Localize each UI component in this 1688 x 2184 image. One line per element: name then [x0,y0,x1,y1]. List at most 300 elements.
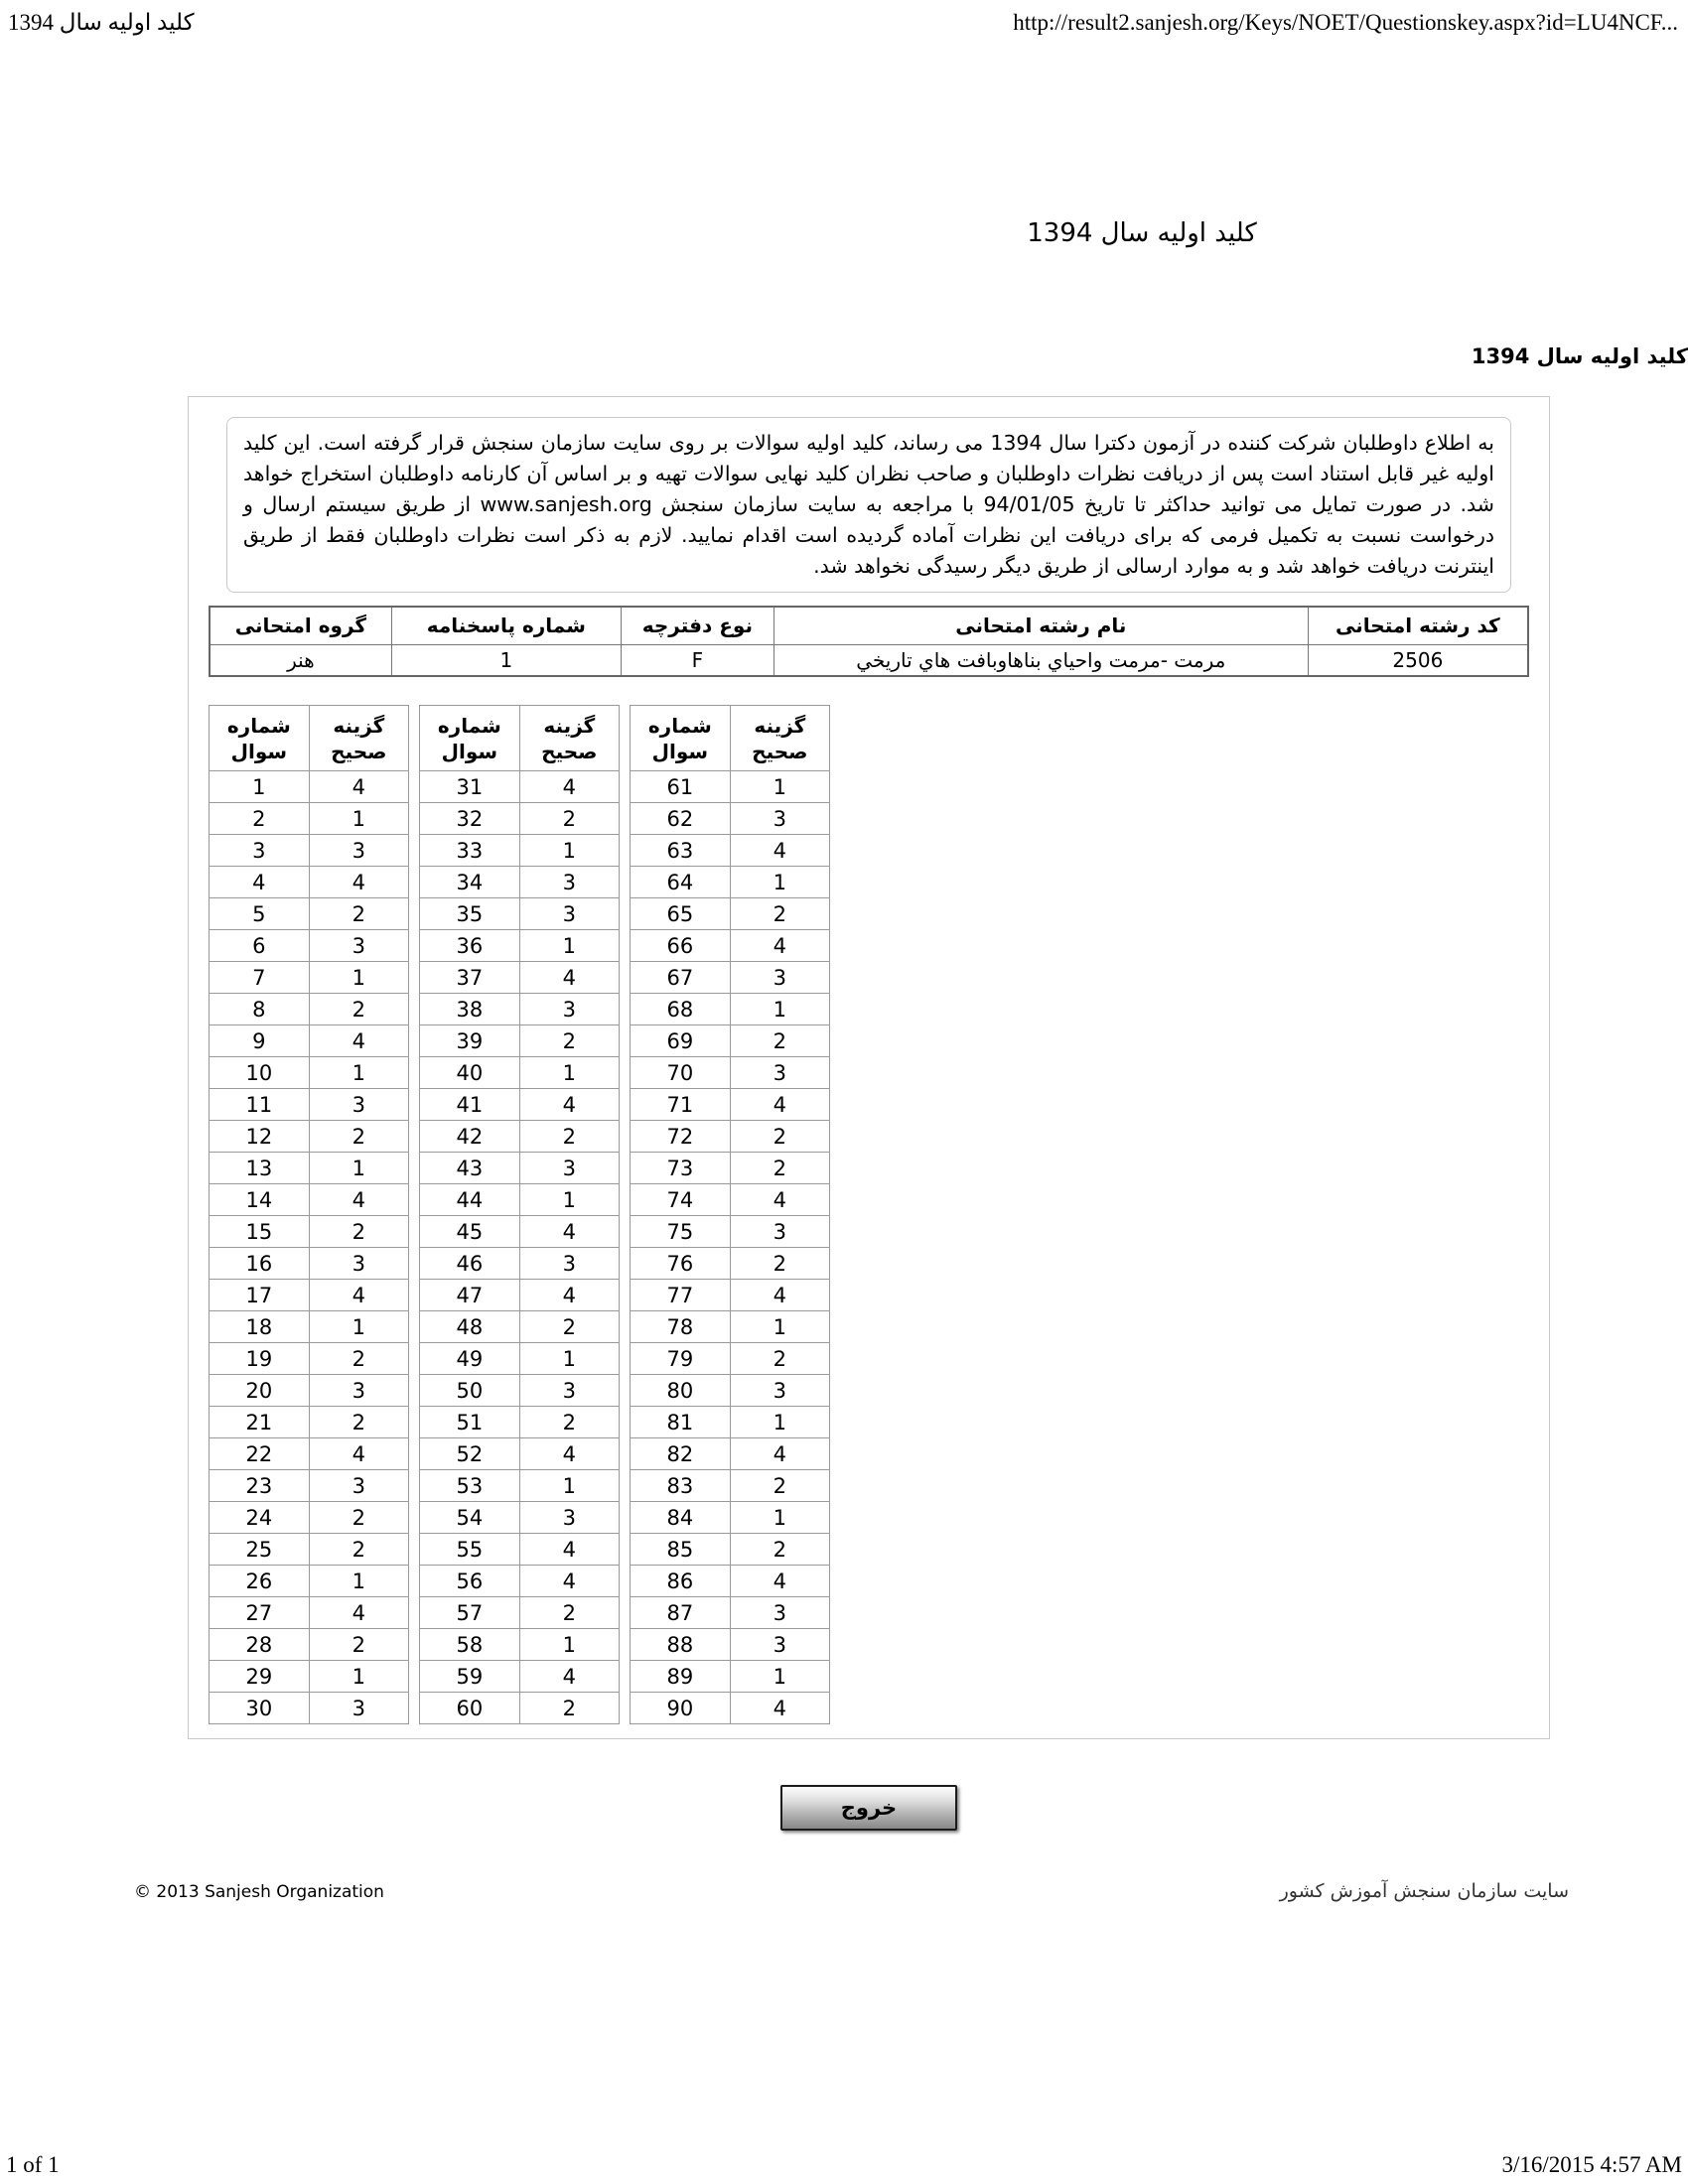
answer-row [631,1025,830,1057]
answer-row [631,1375,830,1407]
question-number: 62 [631,803,731,835]
correct-option: 3 [309,1375,408,1407]
question-number: 60 [420,1693,520,1724]
header-correct-option: گزینه صحیح [730,706,829,771]
correct-option: 3 [309,835,408,867]
header-question-number: شماره سوال [210,706,310,771]
correct-option: 2 [519,1121,619,1153]
answer-table [209,705,409,1724]
header-field-name: نام رشته امتحانی [774,607,1308,644]
page-subtitle: کلید اولیه سال 1394 [1471,344,1688,368]
question-number: 18 [210,1311,310,1343]
question-number: 52 [420,1438,520,1470]
correct-option: 2 [519,1025,619,1057]
content-box [188,396,1550,1739]
question-number: 22 [210,1438,310,1470]
question-number: 27 [210,1597,310,1629]
question-number: 31 [420,771,520,803]
question-number: 84 [631,1502,731,1534]
correct-option: 3 [519,867,619,898]
answer-row [210,1693,409,1724]
question-number: 86 [631,1566,731,1597]
answer-row [210,1597,409,1629]
question-number: 29 [210,1661,310,1693]
correct-option: 3 [519,1153,619,1184]
answer-row [420,1661,620,1693]
correct-option: 4 [730,1693,829,1724]
correct-option: 4 [730,1566,829,1597]
answer-row [420,1375,620,1407]
answer-row [631,930,830,962]
question-number: 48 [420,1311,520,1343]
answer-row [210,994,409,1025]
answer-row [210,1407,409,1438]
exit-button[interactable]: خروج [780,1785,957,1831]
correct-option: 4 [519,1566,619,1597]
correct-option: 3 [519,898,619,930]
question-number: 80 [631,1375,731,1407]
correct-option: 2 [730,1248,829,1280]
notice-text: به اطلاع داوطلبان شرکت کننده در آزمون دکترا سال 1394 می رساند، کلید اولیه سوالات بر روی سایت سازمان سنجش قرار گرفته است. این کلید اولیه غیر قابل استناد است پس از دریافت نظرات داوطلبان و صاحب نظران کلید نهایی سوالات تهیه و بر اساس آن کارنامه داوطلبان استخراج خواهد شد. در صورت تمایل می توانید حداکثر تا تاریخ 94/01/05 با مراجعه به سایت سازمان سنجش www.sanjesh.org از طریق سیستم ارسال و درخواست نسبت به تکمیل فرمی که برای دریافت این نظرات آماده گردیده است اقدام نمایید. لازم به ذکر است نظرات داوطلبان فقط از طریق اینترنت دریافت خواهد شد و به موارد ارسالی از طریق دیگر رسیدگی نخواهد شد. [243,431,1495,578]
answer-row [420,1057,620,1089]
correct-option: 2 [309,1534,408,1566]
correct-option: 2 [519,1407,619,1438]
button-row [188,1785,1550,1831]
question-number: 61 [631,771,731,803]
answer-row [420,1470,620,1502]
answer-row [210,1534,409,1566]
answer-row [420,1280,620,1311]
question-number: 63 [631,835,731,867]
exam-info-header-row [210,607,1528,644]
answer-row [631,771,830,803]
question-number: 7 [210,962,310,994]
answer-row [420,930,620,962]
correct-option: 4 [309,1597,408,1629]
question-number: 82 [631,1438,731,1470]
question-number: 2 [210,803,310,835]
question-number: 73 [631,1153,731,1184]
correct-option: 1 [730,1311,829,1343]
answer-row [631,1248,830,1280]
question-number: 44 [420,1184,520,1216]
print-header-url: http://result2.sanjesh.org/Keys/NOET/Questionskey.aspx?id=LU4NCF... [1013,10,1678,35]
question-number: 76 [631,1248,731,1280]
answer-row [210,1629,409,1661]
question-number: 30 [210,1693,310,1724]
answer-row [631,1407,830,1438]
answer-row [631,1566,830,1597]
question-number: 28 [210,1629,310,1661]
correct-option: 4 [730,1438,829,1470]
correct-option: 1 [519,1057,619,1089]
answer-row [420,994,620,1025]
correct-option: 1 [730,771,829,803]
question-number: 35 [420,898,520,930]
question-number: 88 [631,1629,731,1661]
answer-row [420,1502,620,1534]
question-number: 46 [420,1248,520,1280]
answer-row [631,1693,830,1724]
answer-row [631,962,830,994]
value-exam-code: 2506 [1308,644,1528,676]
correct-option: 3 [309,1693,408,1724]
question-number: 10 [210,1057,310,1089]
question-number: 51 [420,1407,520,1438]
header-question-number: شماره سوال [420,706,520,771]
correct-option: 1 [309,803,408,835]
correct-option: 1 [519,835,619,867]
answer-row [210,1343,409,1375]
answer-row [631,835,830,867]
answer-row [631,1343,830,1375]
question-number: 26 [210,1566,310,1597]
question-number: 15 [210,1216,310,1248]
correct-option: 3 [519,994,619,1025]
print-footer [6,2152,1682,2178]
answer-row [420,867,620,898]
correct-option: 4 [519,1661,619,1693]
correct-option: 2 [730,1153,829,1184]
answer-row [210,771,409,803]
answer-row [420,1025,620,1057]
answer-row [420,1343,620,1375]
question-number: 45 [420,1216,520,1248]
answer-row [210,1216,409,1248]
value-answersheet-number: 1 [391,644,621,676]
question-number: 41 [420,1089,520,1121]
correct-option: 1 [309,1311,408,1343]
answer-row [210,1661,409,1693]
question-number: 54 [420,1502,520,1534]
answer-row [631,1597,830,1629]
header-correct-option: گزینه صحیح [309,706,408,771]
correct-option: 3 [730,1057,829,1089]
question-number: 39 [420,1025,520,1057]
answer-row [420,1121,620,1153]
answer-row [210,1089,409,1121]
question-number: 55 [420,1534,520,1566]
answer-row [420,1597,620,1629]
answer-header-row [210,706,409,771]
correct-option: 3 [730,1629,829,1661]
correct-option: 1 [519,1343,619,1375]
answer-header-row [631,706,830,771]
header-booklet-type: نوع دفترچه [621,607,774,644]
page-title: کلید اولیه سال 1394 [1027,218,1257,248]
question-number: 71 [631,1089,731,1121]
question-number: 25 [210,1534,310,1566]
question-number: 68 [631,994,731,1025]
answer-tables [209,705,1529,1724]
correct-option: 3 [309,930,408,962]
answer-row [631,1280,830,1311]
question-number: 23 [210,1470,310,1502]
correct-option: 4 [309,867,408,898]
question-number: 43 [420,1153,520,1184]
answer-row [631,1438,830,1470]
correct-option: 4 [519,962,619,994]
copyright-text: © 2013 Sanjesh Organization [134,1882,384,1902]
question-number: 81 [631,1407,731,1438]
question-number: 66 [631,930,731,962]
answer-row [210,1438,409,1470]
answer-row [210,835,409,867]
correct-option: 1 [519,1470,619,1502]
correct-option: 1 [309,1661,408,1693]
correct-option: 2 [309,994,408,1025]
question-number: 78 [631,1311,731,1343]
answer-row [631,1534,830,1566]
question-number: 74 [631,1184,731,1216]
question-number: 8 [210,994,310,1025]
answer-row [420,1184,620,1216]
answer-row [631,1184,830,1216]
print-footer-datetime: 3/16/2015 4:57 AM [1501,2152,1682,2177]
correct-option: 4 [519,1438,619,1470]
answer-row [420,898,620,930]
question-number: 12 [210,1121,310,1153]
correct-option: 2 [730,1121,829,1153]
correct-option: 4 [730,930,829,962]
correct-option: 4 [519,1534,619,1566]
question-number: 85 [631,1534,731,1566]
print-header-title: کلید اولیه سال 1394 [8,10,195,35]
correct-option: 1 [730,994,829,1025]
answer-row [631,1216,830,1248]
question-number: 33 [420,835,520,867]
answer-row [210,1280,409,1311]
correct-option: 1 [519,1184,619,1216]
correct-option: 4 [730,835,829,867]
correct-option: 3 [730,1375,829,1407]
correct-option: 1 [309,1566,408,1597]
question-number: 49 [420,1343,520,1375]
correct-option: 2 [309,1121,408,1153]
question-number: 21 [210,1407,310,1438]
answer-row [210,803,409,835]
question-number: 58 [420,1629,520,1661]
question-number: 90 [631,1693,731,1724]
correct-option: 2 [730,1025,829,1057]
answer-row [210,1470,409,1502]
value-booklet-type: F [621,644,774,676]
answer-row [210,1248,409,1280]
site-footer [0,1880,1688,1902]
question-number: 53 [420,1470,520,1502]
answer-row [210,1566,409,1597]
correct-option: 4 [309,1438,408,1470]
question-number: 79 [631,1343,731,1375]
question-number: 57 [420,1597,520,1629]
answer-row [420,1629,620,1661]
answer-row [631,1153,830,1184]
correct-option: 2 [730,898,829,930]
correct-option: 3 [519,1375,619,1407]
correct-option: 3 [309,1089,408,1121]
question-number: 47 [420,1280,520,1311]
correct-option: 1 [309,1153,408,1184]
correct-option: 4 [309,1025,408,1057]
answer-row [631,1311,830,1343]
header-question-number: شماره سوال [631,706,731,771]
answer-row [420,1153,620,1184]
notice-box [226,417,1511,593]
question-number: 65 [631,898,731,930]
question-number: 4 [210,867,310,898]
correct-option: 2 [309,1629,408,1661]
correct-option: 4 [309,771,408,803]
question-number: 3 [210,835,310,867]
answer-row [631,1629,830,1661]
answer-row [210,1184,409,1216]
question-number: 9 [210,1025,310,1057]
question-number: 24 [210,1502,310,1534]
answer-row [210,1153,409,1184]
question-number: 13 [210,1153,310,1184]
answer-row [420,962,620,994]
print-header [0,0,1688,38]
correct-option: 3 [730,1597,829,1629]
header-answersheet-number: شماره پاسخنامه [391,607,621,644]
header-exam-group: گروه امتحانی [210,607,391,644]
answer-row [631,1057,830,1089]
value-field-name: مرمت -مرمت واحياي بناهاوبافت هاي تاريخي [774,644,1308,676]
question-number: 69 [631,1025,731,1057]
answer-row [420,835,620,867]
correct-option: 4 [519,1216,619,1248]
correct-option: 3 [730,803,829,835]
correct-option: 2 [519,1311,619,1343]
correct-option: 2 [730,1343,829,1375]
question-number: 56 [420,1566,520,1597]
correct-option: 2 [309,1502,408,1534]
answer-row [420,771,620,803]
question-number: 36 [420,930,520,962]
question-number: 32 [420,803,520,835]
answer-row [631,1121,830,1153]
correct-option: 3 [519,1502,619,1534]
answer-row [631,867,830,898]
header-exam-code: کد رشته امتحانی [1308,607,1528,644]
answer-table [419,705,620,1724]
answer-row [210,962,409,994]
answer-row [420,1566,620,1597]
correct-option: 4 [519,1089,619,1121]
question-number: 42 [420,1121,520,1153]
answer-table [630,705,830,1724]
correct-option: 1 [519,930,619,962]
correct-option: 4 [309,1184,408,1216]
question-number: 19 [210,1343,310,1375]
question-number: 11 [210,1089,310,1121]
correct-option: 1 [730,1502,829,1534]
question-number: 67 [631,962,731,994]
header-correct-option: گزینه صحیح [519,706,619,771]
site-name-text: سایت سازمان سنجش آموزش کشور [1279,1880,1569,1902]
answer-row [631,1470,830,1502]
answer-row [210,898,409,930]
question-number: 37 [420,962,520,994]
correct-option: 2 [519,1597,619,1629]
value-exam-group: هنر [210,644,391,676]
question-number: 77 [631,1280,731,1311]
answer-header-row [420,706,620,771]
answer-row [631,898,830,930]
correct-option: 2 [730,1534,829,1566]
question-number: 72 [631,1121,731,1153]
question-number: 14 [210,1184,310,1216]
exam-info-value-row [210,644,1528,676]
correct-option: 4 [309,1280,408,1311]
answer-row [420,1216,620,1248]
answer-row [210,1057,409,1089]
correct-option: 4 [730,1089,829,1121]
question-number: 16 [210,1248,310,1280]
question-number: 64 [631,867,731,898]
answer-row [631,1089,830,1121]
answer-row [210,930,409,962]
question-number: 83 [631,1470,731,1502]
correct-option: 2 [309,1216,408,1248]
answer-row [631,1502,830,1534]
correct-option: 4 [730,1280,829,1311]
answer-row [420,1534,620,1566]
answer-row [631,803,830,835]
question-number: 50 [420,1375,520,1407]
correct-option: 3 [730,962,829,994]
question-number: 34 [420,867,520,898]
question-number: 38 [420,994,520,1025]
answer-row [420,1438,620,1470]
answer-row [420,1248,620,1280]
correct-option: 2 [309,898,408,930]
question-number: 70 [631,1057,731,1089]
answer-row [210,1502,409,1534]
answer-row [210,1375,409,1407]
correct-option: 3 [309,1248,408,1280]
question-number: 87 [631,1597,731,1629]
exam-info-table [209,606,1529,677]
correct-option: 1 [309,1057,408,1089]
answer-row [210,1025,409,1057]
question-number: 17 [210,1280,310,1311]
answer-row [631,1661,830,1693]
question-number: 89 [631,1661,731,1693]
answer-row [631,994,830,1025]
print-footer-page-number: 1 of 1 [6,2152,60,2177]
answer-row [210,1121,409,1153]
correct-option: 3 [519,1248,619,1280]
correct-option: 1 [730,1407,829,1438]
correct-option: 3 [309,1470,408,1502]
correct-option: 4 [519,1280,619,1311]
answer-row [210,1311,409,1343]
answer-row [210,867,409,898]
answer-row [420,1311,620,1343]
correct-option: 1 [730,1661,829,1693]
question-number: 1 [210,771,310,803]
correct-option: 3 [730,1216,829,1248]
answer-row [420,1693,620,1724]
question-number: 75 [631,1216,731,1248]
correct-option: 2 [309,1343,408,1375]
correct-option: 2 [309,1407,408,1438]
answer-row [420,1089,620,1121]
correct-option: 1 [309,962,408,994]
correct-option: 2 [730,1470,829,1502]
answer-row [420,1407,620,1438]
